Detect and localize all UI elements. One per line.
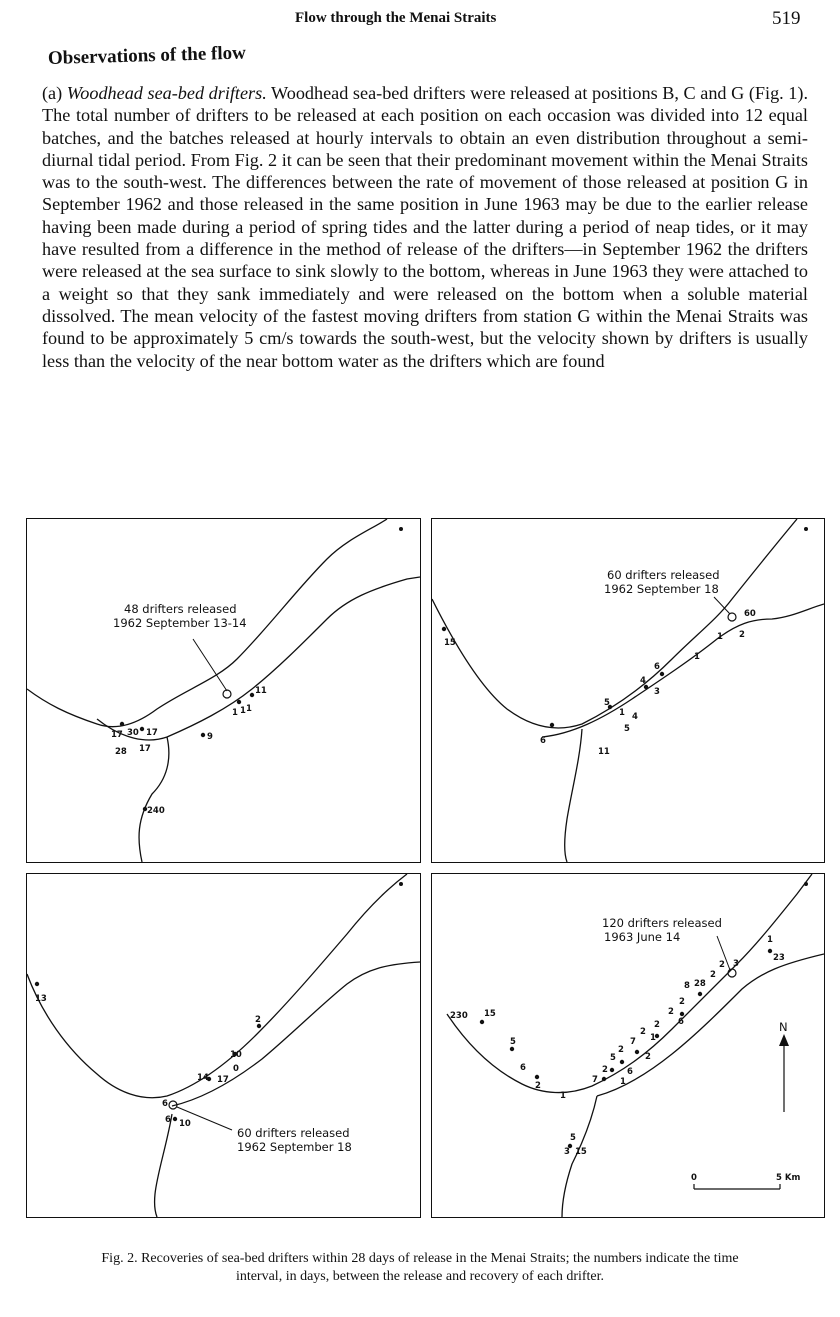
- recovery-number: 4: [632, 712, 638, 722]
- recovery-number: 2: [710, 970, 716, 980]
- recovery-number: 5: [604, 698, 610, 708]
- release-label-line1: 48 drifters released: [124, 602, 237, 616]
- recovery-number: 1: [232, 708, 238, 718]
- recovery-number: 13: [35, 994, 47, 1004]
- paragraph-run-in-title: Woodhead sea-bed drifters.: [66, 83, 267, 103]
- map-drawing: [27, 874, 420, 1217]
- map-drawing: [432, 874, 824, 1217]
- recovery-number: 6: [678, 1017, 684, 1027]
- recovery-number: 14: [197, 1073, 209, 1083]
- recovery-number: 6: [165, 1115, 171, 1125]
- map-panel-june-1963: [431, 873, 825, 1218]
- recovery-number: 1: [717, 632, 723, 642]
- recovery-number: 5: [610, 1053, 616, 1063]
- recovery-number: 15: [575, 1147, 587, 1157]
- recovery-number: 2: [739, 630, 745, 640]
- recovery-number: 17: [217, 1075, 229, 1085]
- recovery-number: 1: [240, 706, 246, 716]
- paragraph-number: (a): [42, 83, 63, 103]
- recovery-number: 17: [111, 730, 123, 740]
- recovery-number: 11: [598, 747, 610, 757]
- release-label-line2: 1962 September 18: [604, 582, 719, 596]
- recovery-number: 4: [640, 676, 646, 686]
- recovery-number: 3: [564, 1147, 570, 1157]
- scale-start-label: 0: [691, 1173, 697, 1183]
- figure-2: [0, 500, 840, 1240]
- recovery-number: 3: [733, 959, 739, 969]
- north-arrow-icon: [779, 1034, 789, 1112]
- recovery-number: 11: [255, 686, 267, 696]
- recovery-number: 1: [767, 935, 773, 945]
- recovery-number: 15: [444, 638, 456, 648]
- body-paragraph: [42, 82, 808, 372]
- release-label-line1: 120 drifters released: [602, 916, 722, 930]
- map-panel-sept-18-1962-a: [431, 518, 825, 863]
- release-label-line2: 1963 June 14: [604, 930, 681, 944]
- recovery-number: 2: [668, 1007, 674, 1017]
- recovery-number: 17: [139, 744, 151, 754]
- recovery-number: 7: [630, 1037, 636, 1047]
- running-title: Flow through the Menai Straits: [295, 10, 497, 26]
- release-label-line2: 1962 September 18: [237, 1140, 352, 1154]
- recovery-number: 1: [246, 704, 252, 714]
- page-number: 519: [772, 8, 801, 29]
- recovery-number: 2: [640, 1027, 646, 1037]
- recovery-number: 0: [233, 1064, 239, 1074]
- recovery-number: 30: [127, 728, 139, 738]
- recovery-number: 60: [744, 609, 756, 619]
- scale-end-label: 5 Km: [776, 1173, 801, 1183]
- map-panel-sept-1962-13-14: [26, 518, 421, 863]
- recovery-number: 1: [620, 1077, 626, 1087]
- recovery-number: 2: [535, 1081, 541, 1091]
- paragraph-text: Woodhead sea-bed drifters were released at positions B, C and G (Fig. 1). The total number of drifters to be released at each position on each occasion was divided into 12 equal batches, and the batches released at hourly intervals to obtain an even distribution throughout a semi-diurnal tidal period. From Fig. 2 it can be seen that their predominant movement within the Menai Straits was to the south-west. The differences between the rate of movement of those released at position G in September 1962 and those released in the same position in June 1963 may be due to the earlier release having been made during a period of spring tides and the latter during a period of neap tides, or it may have resulted from a difference in the method of release of the drifters—in September 1962 the drifters were released at the sea surface to sink slowly to the bottom, whereas in June 1963 they were attached to a weight so that they sank immediately and were released on the bottom when a soluble material dissolved. The mean velocity of the fastest moving drifters from station G within the Menai Straits was found to be approximately 5 cm/s towards the south-west, but the velocity shown by drifters is usually less than the velocity of the near bottom water as the drifters which are found: [42, 83, 808, 371]
- map-panel-sept-18-1962-b: [26, 873, 421, 1218]
- recovery-number: 6: [627, 1067, 633, 1077]
- recovery-number: 6: [520, 1063, 526, 1073]
- recovery-number: 1: [650, 1033, 656, 1043]
- figure-caption: Fig. 2. Recoveries of sea-bed drifters within 28 days of release in the Menai Straits; the numbers indicate the time interval, in days, between the release and recovery of each drifter.: [101, 1251, 739, 1284]
- recovery-number: 5: [570, 1133, 576, 1143]
- scale-bar: [694, 1184, 780, 1189]
- release-label-line1: 60 drifters released: [237, 1126, 350, 1140]
- recovery-number: 15: [484, 1009, 496, 1019]
- recovery-number: 17: [146, 728, 158, 738]
- recovery-number: 6: [654, 662, 660, 672]
- recovery-number: 2: [679, 997, 685, 1007]
- recovery-number: 28: [115, 747, 127, 757]
- recovery-number: 9: [207, 732, 213, 742]
- running-head: [0, 8, 840, 30]
- recovery-number: 5: [624, 724, 630, 734]
- recovery-number: 10: [230, 1050, 242, 1060]
- recovery-number: 2: [255, 1015, 261, 1025]
- recovery-number: 1: [560, 1091, 566, 1101]
- recovery-number: 2: [602, 1065, 608, 1075]
- recovery-number: 240: [147, 806, 165, 816]
- recovery-number: 3: [654, 687, 660, 697]
- recovery-number: 1: [619, 708, 625, 718]
- recovery-number: 5: [510, 1037, 516, 1047]
- recovery-number: 2: [645, 1052, 651, 1062]
- recovery-number: 7: [592, 1075, 598, 1085]
- recovery-number: 6: [162, 1099, 168, 1109]
- map-drawing: [27, 519, 420, 862]
- recovery-number: 28: [694, 979, 706, 989]
- recovery-number: 6: [540, 736, 546, 746]
- recovery-number: 23: [773, 953, 785, 963]
- recovery-number: 2: [719, 960, 725, 970]
- north-label: N: [779, 1020, 788, 1034]
- recovery-number: 1: [694, 652, 700, 662]
- section-heading: Observations of the flow: [47, 42, 247, 69]
- recovery-number: 230: [450, 1011, 468, 1021]
- recovery-number: 2: [654, 1020, 660, 1030]
- recovery-number: 10: [179, 1119, 191, 1129]
- recovery-number: 8: [684, 981, 690, 991]
- release-label-line1: 60 drifters released: [607, 568, 720, 582]
- map-drawing: [432, 519, 824, 862]
- release-label-line2: 1962 September 13-14: [113, 616, 247, 630]
- recovery-number: 2: [618, 1045, 624, 1055]
